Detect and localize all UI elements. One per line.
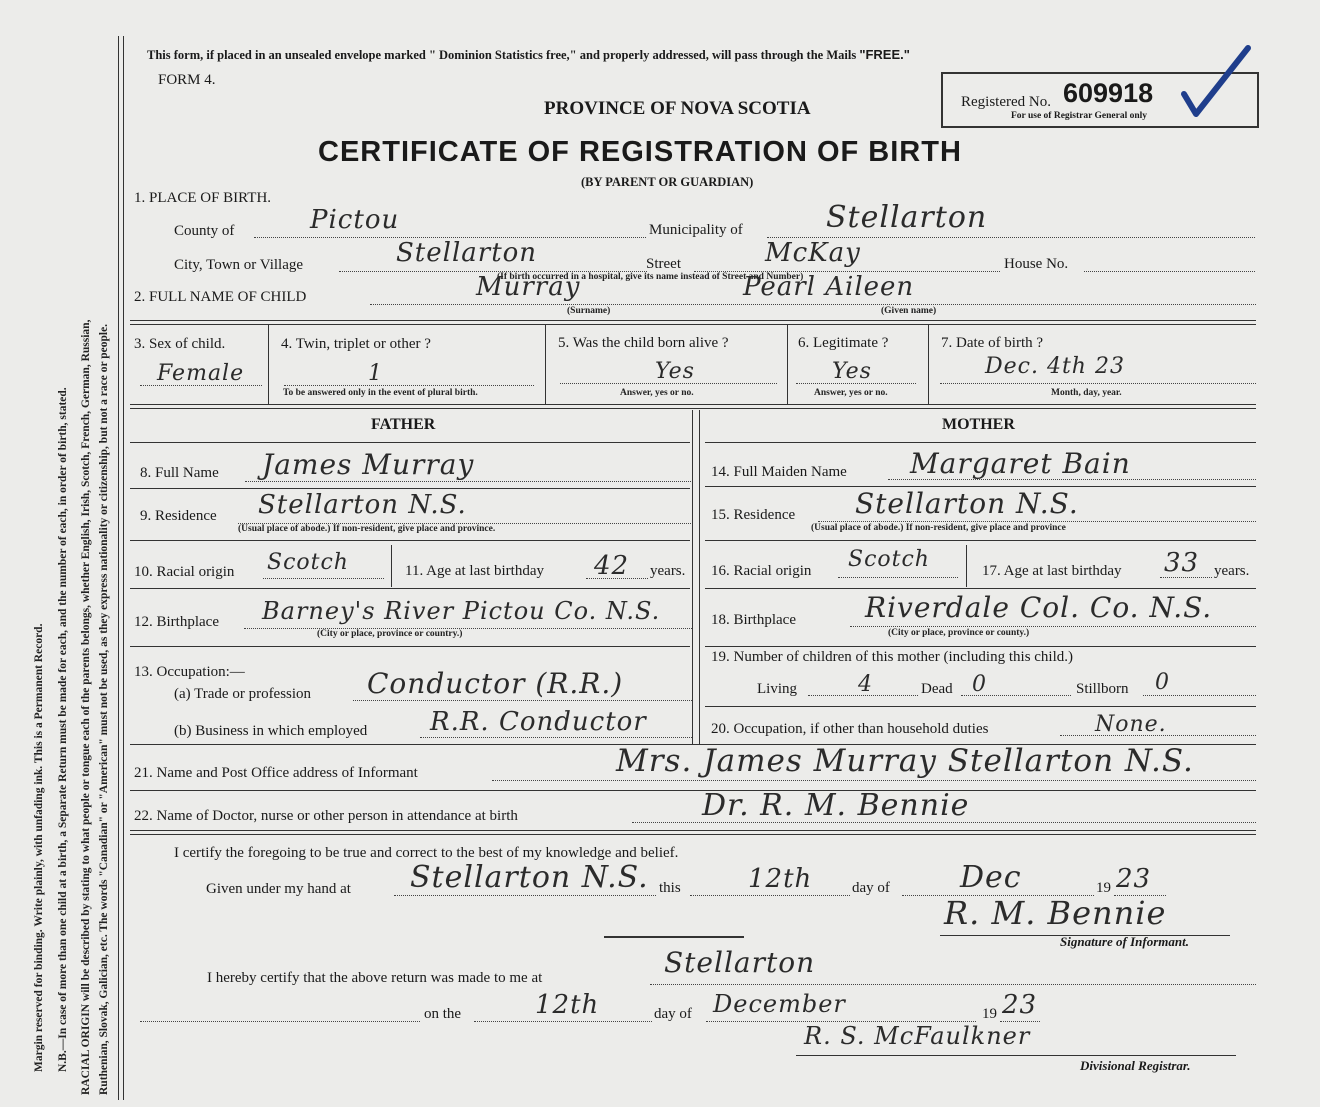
children-count-label: 19. Number of children of this mother (including this child.) <box>711 649 1074 665</box>
county-value: Pictou <box>310 205 400 235</box>
on-the-label: on the <box>424 1006 462 1022</box>
mother-name-label: 14. Full Maiden Name <box>711 464 847 480</box>
father-age-label: 11. Age at last birthday <box>405 563 544 579</box>
father-residence-label: 9. Residence <box>140 508 217 524</box>
father-racial-label: 10. Racial origin <box>134 564 235 580</box>
given-under-label: Given under my hand at <box>206 881 351 897</box>
mother-residence: Stellarton N.S. <box>855 487 1079 520</box>
father-birthplace: Barney's River Pictou Co. N.S. <box>262 597 661 625</box>
given-name-note: (Given name) <box>881 306 937 316</box>
registered-number: 609918 <box>1063 78 1154 108</box>
living-value: 4 <box>858 672 873 697</box>
mother-birthplace: Riverdale Col. Co. N.S. <box>865 591 1213 624</box>
registrar-signature: R. S. McFaulkner <box>804 1022 1031 1050</box>
twin-label: 4. Twin, triplet or other ? <box>281 336 431 352</box>
living-label: Living <box>757 681 797 697</box>
child-given-name: Pearl Aileen <box>743 272 915 302</box>
registrar-day-of-label: day of <box>654 1006 692 1022</box>
stillborn-label: Stillborn <box>1076 681 1129 697</box>
dob-label: 7. Date of birth ? <box>941 335 1044 351</box>
mother-occupation-label: 20. Occupation, if other than household duties <box>711 721 989 737</box>
divisional-registrar-label: Divisional Registrar. <box>1080 1058 1191 1073</box>
mother-heading: MOTHER <box>942 416 1015 433</box>
mother-age: 33 <box>1164 548 1200 578</box>
registrar-use-note: For use of Registrar General only <box>1011 111 1148 121</box>
twin-value: 1 <box>368 361 383 386</box>
registered-label: Registered No. <box>961 94 1051 110</box>
father-racial: Scotch <box>267 550 349 575</box>
municipality-label: Municipality of <box>649 222 743 238</box>
legitimate-label: 6. Legitimate ? <box>798 335 889 351</box>
surname-note: (Surname) <box>567 306 611 316</box>
certificate-title: CERTIFICATE OF REGISTRATION OF BIRTH <box>318 136 962 168</box>
informant-signature: R. M. Bennie <box>944 894 1167 932</box>
registrar-year-prefix: 19 <box>982 1006 997 1022</box>
sex-value: Female <box>157 361 245 386</box>
father-heading: FATHER <box>371 416 436 433</box>
father-age: 42 <box>594 551 630 581</box>
twin-note: To be answered only in the event of plural birth. <box>283 388 478 398</box>
margin-note-multiple-births: N.B.—In case of more than one child at a birth, a Separate Return must be made for each, and the number of each, in order of birth, stated. <box>57 387 69 1072</box>
mother-age-label: 17. Age at last birthday <box>982 563 1122 579</box>
hospital-note: (If birth occurred in a hospital, give its name instead of Street and Number) <box>497 272 804 282</box>
father-residence-note: (Usual place of abode.) If non-resident, give place and province. <box>238 524 496 534</box>
divider <box>130 320 1256 325</box>
form-number: FORM 4. <box>158 72 216 88</box>
business-label: (b) Business in which employed <box>174 723 368 739</box>
child-surname: Murray <box>476 272 581 302</box>
dead-value: 0 <box>972 672 987 697</box>
street-value: McKay <box>765 238 861 268</box>
sex-label: 3. Sex of child. <box>134 336 226 352</box>
informant-value: Mrs. James Murray Stellarton N.S. <box>616 743 1194 779</box>
legitimate-value: Yes <box>832 359 872 384</box>
certify-month: Dec <box>960 860 1022 895</box>
dead-label: Dead <box>921 681 953 697</box>
mother-residence-note: (Usual place of abode.) If non-resident, give place and province <box>811 523 1066 533</box>
trade-value: Conductor (R.R.) <box>367 667 624 700</box>
child-name-label: 2. FULL NAME OF CHILD <box>134 289 307 305</box>
born-alive-value: Yes <box>655 359 695 384</box>
registrar-place: Stellarton <box>664 946 816 979</box>
mother-racial: Scotch <box>848 547 930 572</box>
mother-racial-label: 16. Racial origin <box>711 563 812 579</box>
margin-border-inner <box>123 36 124 1100</box>
registrar-year: 23 <box>1002 990 1038 1020</box>
business-value: R.R. Conductor <box>430 707 647 737</box>
mother-occupation: None. <box>1095 712 1167 737</box>
registrar-day: 12th <box>535 990 600 1020</box>
county-label: County of <box>174 223 235 239</box>
mail-notice: This form, if placed in an unsealed envelope marked " Dominion Statistics free," and properly addressed, will pass through the Mails "FREE." <box>147 47 910 62</box>
place-of-birth-label: 1. PLACE OF BIRTH. <box>134 190 272 206</box>
signature-of-informant-label: Signature of Informant. <box>1060 934 1189 949</box>
registrar-statement: I hereby certify that the above return was made to me at <box>207 970 543 986</box>
father-residence: Stellarton N.S. <box>258 490 467 520</box>
legitimate-note: Answer, yes or no. <box>814 388 888 398</box>
certify-day: 12th <box>748 864 813 894</box>
city-label: City, Town or Village <box>174 257 304 273</box>
given-place: Stellarton N.S. <box>410 860 649 895</box>
province-title: PROVINCE OF NOVA SCOTIA <box>544 98 811 119</box>
occupation-label: 13. Occupation:— <box>134 664 245 680</box>
born-alive-label: 5. Was the child born alive ? <box>558 335 729 351</box>
mother-years: years. <box>1214 563 1250 579</box>
dob-note: Month, day, year. <box>1051 388 1122 398</box>
father-birthplace-note: (City or place, province or country.) <box>317 629 463 639</box>
born-alive-note: Answer, yes or no. <box>620 388 694 398</box>
margin-note-racial-origin-1: RACIAL ORIGIN will be described by stating to what people or tongue each of the parents belongs, whether English, Irish, Scotch, French, German, Russian, <box>80 319 92 1095</box>
house-no-label: House No. <box>1004 256 1069 272</box>
doctor-label: 22. Name of Doctor, nurse or other person in attendance at birth <box>134 808 518 824</box>
father-name-label: 8. Full Name <box>140 465 219 481</box>
divider <box>130 830 1256 835</box>
mother-name: Margaret Bain <box>910 447 1131 480</box>
margin-note-binding: Margin reserved for binding. Write plainly, with unfading ink. This is a Permanent Record. <box>33 623 45 1072</box>
street-label: Street <box>646 256 681 272</box>
father-years: years. <box>650 563 686 579</box>
certificate-subtitle: (BY PARENT OR GUARDIAN) <box>581 175 754 189</box>
trade-label: (a) Trade or profession <box>174 686 312 702</box>
certify-year: 23 <box>1116 864 1152 894</box>
father-birthplace-label: 12. Birthplace <box>134 614 219 630</box>
mother-birthplace-note: (City or place, province or county.) <box>888 628 1030 638</box>
margin-border <box>118 36 119 1100</box>
certify-statement: I certify the foregoing to be true and correct to the best of my knowledge and belief. <box>174 845 679 861</box>
this-label: this <box>659 880 681 896</box>
stillborn-value: 0 <box>1155 670 1170 695</box>
city-value: Stellarton <box>396 238 538 268</box>
divider <box>130 404 1256 409</box>
certify-day-of-label: day of <box>852 880 890 896</box>
mother-residence-label: 15. Residence <box>711 507 796 523</box>
registrar-month: December <box>713 990 846 1018</box>
father-name: James Murray <box>262 448 475 481</box>
doctor-value: Dr. R. M. Bennie <box>702 788 970 823</box>
checkmark-icon <box>1178 42 1258 122</box>
certify-year-prefix: 19 <box>1096 880 1111 896</box>
dob-value: Dec. 4th 23 <box>985 354 1125 379</box>
municipality-value: Stellarton <box>826 200 988 235</box>
informant-label: 21. Name and Post Office address of Informant <box>134 765 418 781</box>
margin-note-racial-origin-2: Ruthenian, Slovak, Galician, etc. The words "Canadian" or "American" must not be used, as they express nationality or citizenship, but not a race or people. <box>98 323 110 1095</box>
mother-birthplace-label: 18. Birthplace <box>711 612 796 628</box>
